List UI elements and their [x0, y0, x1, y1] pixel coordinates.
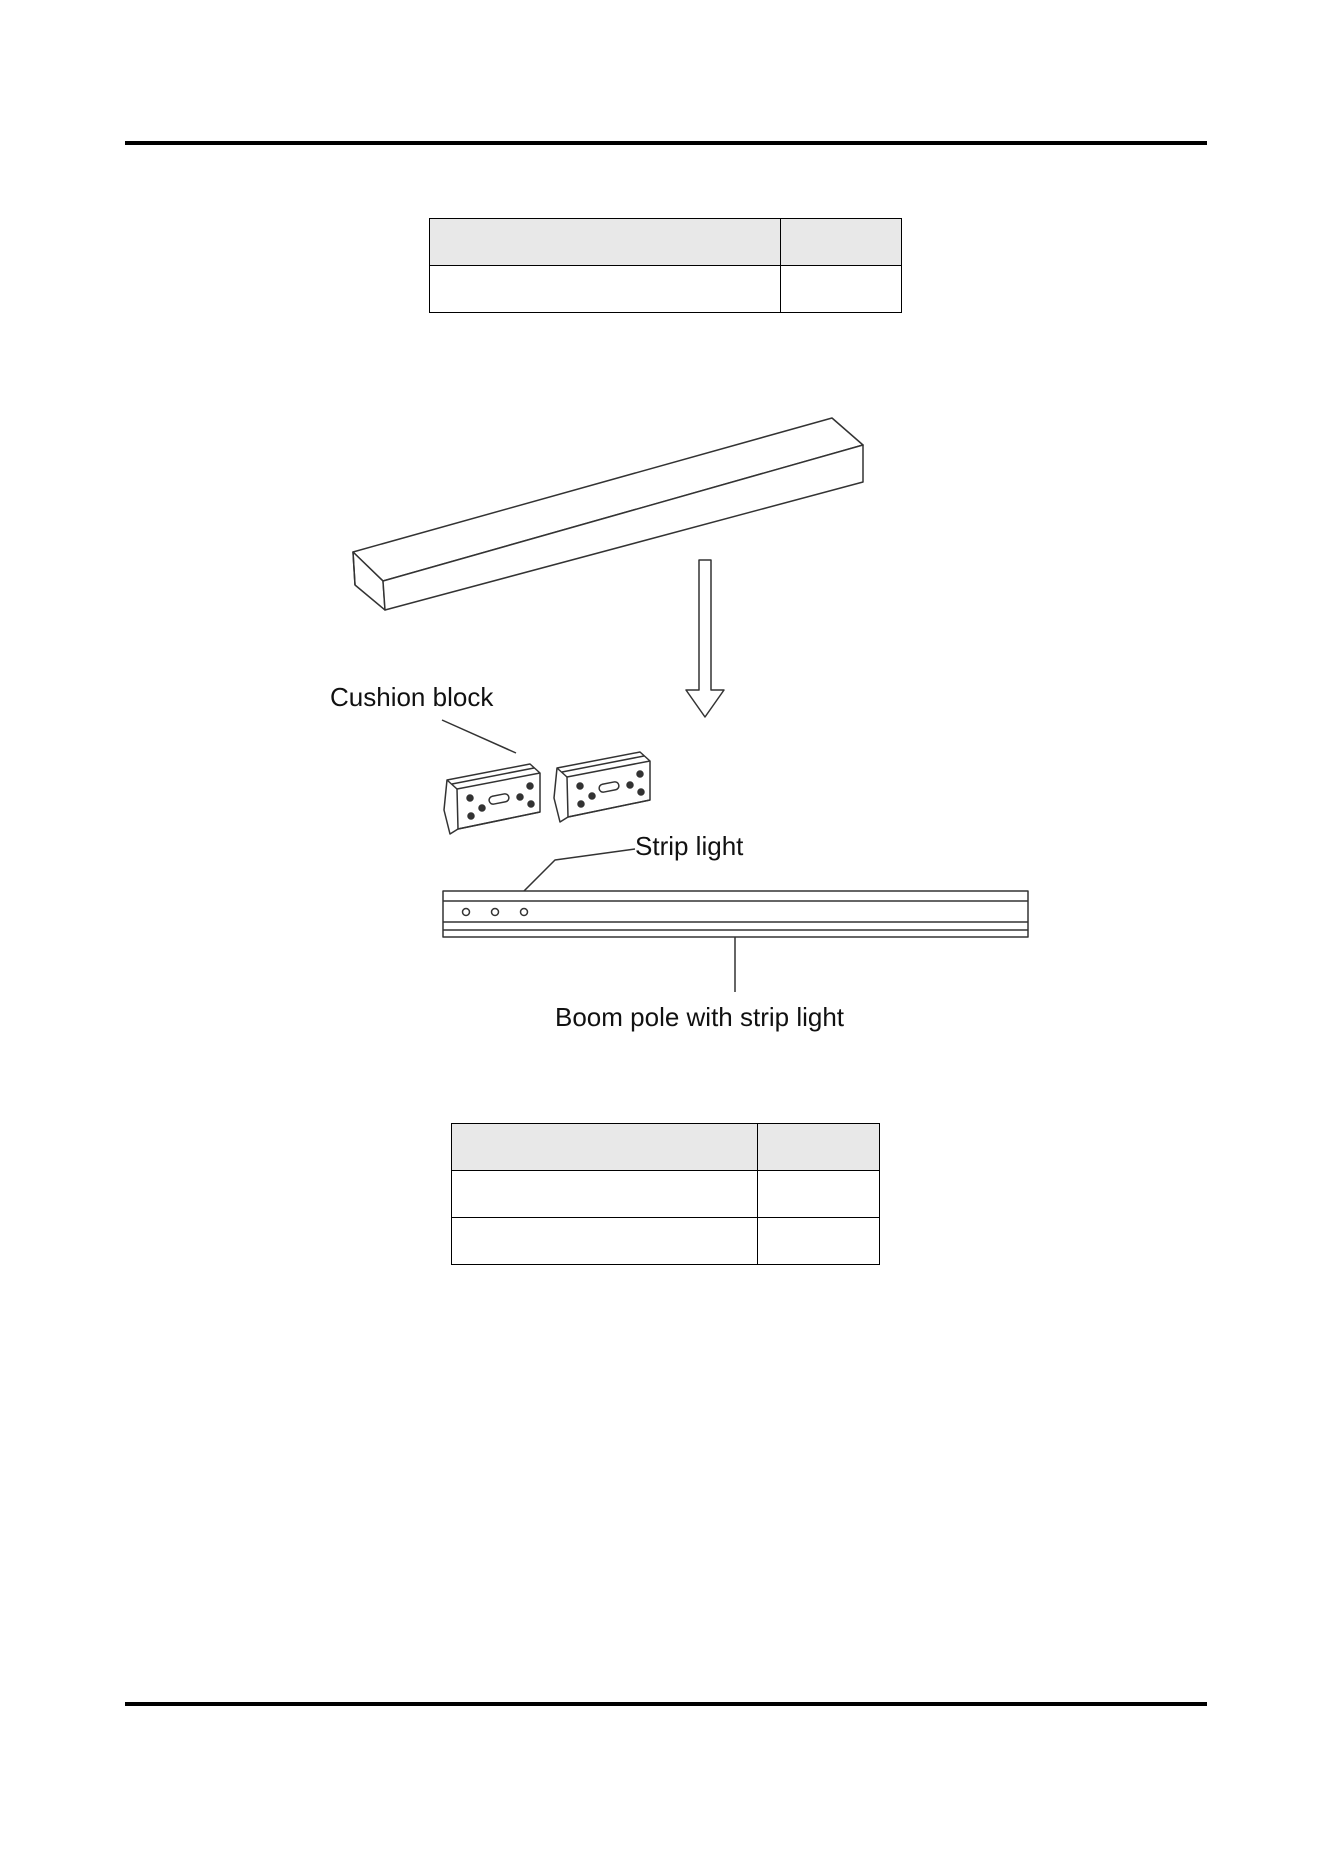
cushion-block-2	[554, 752, 650, 822]
boom-pole	[443, 891, 1028, 937]
table-cell	[758, 1124, 880, 1171]
cushion-block-leader	[442, 720, 516, 753]
cushion-block-label: Cushion block	[330, 682, 494, 712]
table-cell	[758, 1218, 880, 1265]
table-row	[452, 1171, 880, 1218]
footer-rule	[125, 1702, 1207, 1706]
strip-light-leader	[524, 849, 635, 891]
table-cell	[452, 1218, 758, 1265]
table-cell	[452, 1171, 758, 1218]
down-arrow-icon	[686, 560, 724, 717]
table-cell	[452, 1124, 758, 1171]
cushion-block-1	[444, 764, 540, 834]
table-row	[452, 1218, 880, 1265]
beam	[353, 418, 863, 610]
boom-pole-label: Boom pole with strip light	[555, 1002, 845, 1032]
parts-table-bottom	[451, 1123, 880, 1265]
table-header-row	[452, 1124, 880, 1171]
table-cell	[758, 1171, 880, 1218]
strip-light-label: Strip light	[635, 831, 744, 861]
